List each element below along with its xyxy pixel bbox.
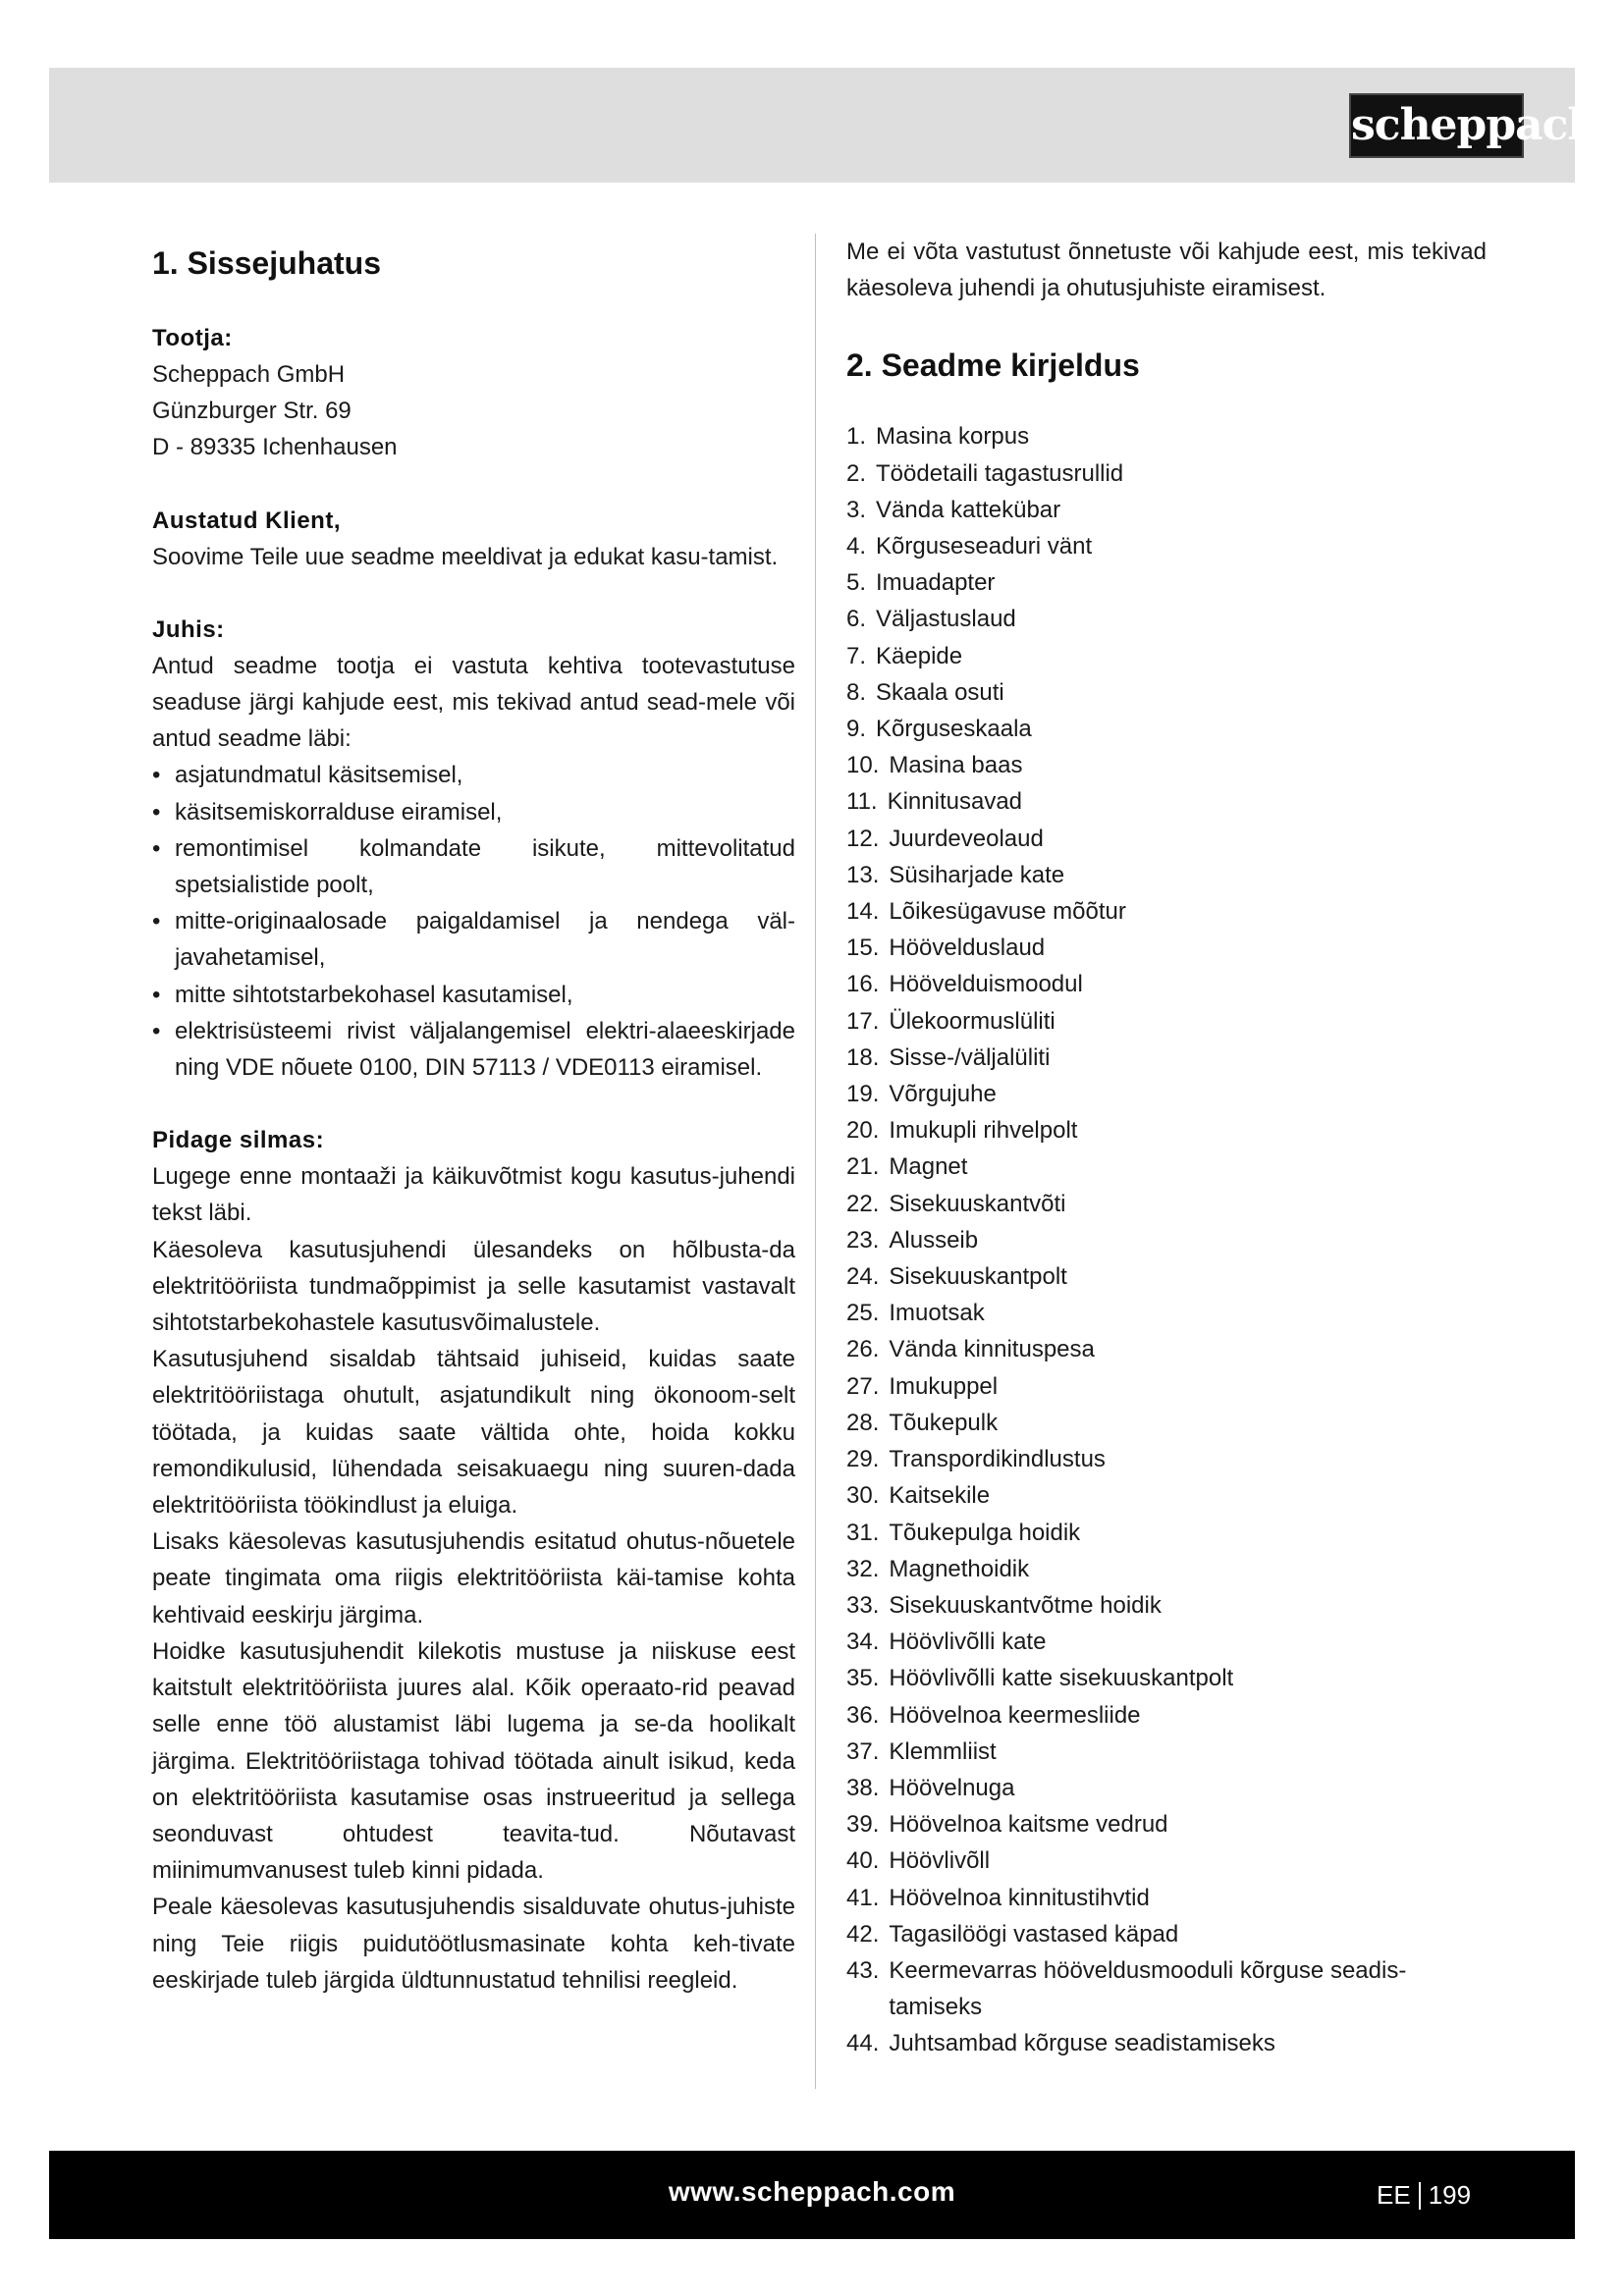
part-label: Transpordikindlustus xyxy=(889,1446,1106,1473)
part-label: Ülekoormuslüliti xyxy=(889,1007,1056,1035)
part-label: Kõrguseseaduri vänt xyxy=(876,533,1093,561)
part-label: Tõukepulk xyxy=(889,1409,999,1436)
separator xyxy=(1419,2182,1421,2210)
part-item xyxy=(846,1040,1487,1076)
part-item xyxy=(846,1660,1487,1696)
part-label: Imuotsak xyxy=(889,1300,985,1327)
part-label: Alusseib xyxy=(889,1226,979,1254)
part-number: 7. xyxy=(846,642,867,669)
part-number: 10. xyxy=(846,752,880,779)
part-number: 19. xyxy=(846,1081,880,1108)
header-band xyxy=(49,68,1575,183)
language-code: EE xyxy=(1377,2180,1411,2210)
attention-paragraph: Peale käesolevas kasutusjuhendis sisalduvate ohutus-juhiste ning Teie riigis puidutöötlusmasinate kohta keh-tivate eeskirjade tuleb järgida üldtunnustatud tehnilisi reegleid. xyxy=(152,1894,795,1994)
part-number: 25. xyxy=(846,1300,880,1327)
part-label: Juhtsambad kõrguse seadistamiseks xyxy=(889,2030,1275,2057)
part-item xyxy=(846,1842,1487,1879)
part-number: 36. xyxy=(846,1701,880,1729)
part-label: Tagasilöögi vastased käpad xyxy=(889,1920,1179,1948)
part-item xyxy=(846,1186,1487,1222)
part-label: Höövelduslaud xyxy=(889,934,1046,962)
part-item xyxy=(846,783,1487,820)
part-item xyxy=(846,1441,1487,1477)
part-number: 18. xyxy=(846,1043,880,1071)
part-label: Kinnitusavad xyxy=(887,788,1023,816)
manufacturer-line: Scheppach GmbH xyxy=(152,361,346,388)
part-number: 1. xyxy=(846,423,867,451)
part-label: Klemmliist xyxy=(889,1737,997,1765)
part-number: 42. xyxy=(846,1920,880,1948)
part-label: Keermevarras hööveldusmooduli kõrguse seadis-tamiseks xyxy=(889,1956,1407,2021)
part-label: Masina korpus xyxy=(876,423,1030,451)
part-item xyxy=(846,564,1487,601)
part-number: 9. xyxy=(846,716,867,743)
part-number: 8. xyxy=(846,678,867,706)
part-number: 21. xyxy=(846,1153,880,1181)
part-item xyxy=(846,857,1487,893)
part-number: 37. xyxy=(846,1737,880,1765)
part-label: Höövelduismoodul xyxy=(889,971,1083,998)
part-item xyxy=(846,2025,1487,2061)
part-item xyxy=(846,1916,1487,1952)
part-label: Imuadapter xyxy=(876,569,996,597)
part-number: 43. xyxy=(846,1956,880,1984)
manufacturer-line: D - 89335 Ichenhausen xyxy=(152,434,398,461)
part-number: 26. xyxy=(846,1336,880,1363)
part-number: 40. xyxy=(846,1847,880,1875)
part-item xyxy=(846,893,1487,930)
part-number: 41. xyxy=(846,1884,880,1911)
page-number xyxy=(1377,2180,1471,2211)
part-label: Sisekuuskantvõti xyxy=(889,1190,1066,1217)
part-item xyxy=(846,1806,1487,1842)
list-item: • asjatundmatul käsitsemisel, xyxy=(152,757,795,793)
part-label: Höövelnoa kinnitustihvtid xyxy=(889,1884,1150,1911)
part-label: Skaala osuti xyxy=(876,678,1004,706)
customer-text: Soovime Teile uue seadme meeldivat ja edukat kasu-tamist. xyxy=(152,543,779,570)
part-number: 29. xyxy=(846,1446,880,1473)
part-item xyxy=(846,1258,1487,1295)
attention-paragraph: Hoidke kasutusjuhendit kilekotis mustuse ja niiskuse eest kaitstult elektritööriista juures alal. Kõik operaato-rid peavad selle enne töö alustamist läbi lugema ja se-da hoolikalt järgima. Elektritööriistaga tohivad töötada ainult isikud, keda on elektritööriista kasutamise osas instrueeritud ja sellega seonduvast ohtudest teavita-tud. Nõutavast miinimumvanusest tuleb kinni pidada. xyxy=(152,1637,795,1885)
list-item: • remontimisel kolmandate isikute, mittevolitatud spetsialistide poolt, xyxy=(152,830,795,903)
part-label: Kaitsekile xyxy=(889,1482,991,1510)
part-number: 5. xyxy=(846,569,867,597)
part-label: Kõrguseskaala xyxy=(876,716,1032,743)
part-item xyxy=(846,1222,1487,1258)
part-label: Höövlivõll xyxy=(889,1847,991,1875)
part-label: Höövelnoa kaitsme vedrud xyxy=(889,1811,1168,1839)
page-number-value: 199 xyxy=(1428,2180,1472,2210)
part-item xyxy=(846,1770,1487,1806)
part-label: Lõikesügavuse mõõtur xyxy=(889,898,1126,926)
part-item xyxy=(846,492,1487,528)
part-number: 6. xyxy=(846,606,867,633)
list-item: • mitte sihtotstarbekohasel kasutamisel, xyxy=(152,977,795,1013)
part-label: Tõukepulga hoidik xyxy=(889,1519,1081,1546)
part-item xyxy=(846,1405,1487,1441)
part-label: Käepide xyxy=(876,642,963,669)
parts-list xyxy=(846,418,1487,2061)
part-item xyxy=(846,418,1487,454)
list-item: • mitte-originaalosade paigaldamisel ja nendega väl-javahetamisel, xyxy=(152,903,795,976)
note-bullet-list xyxy=(152,757,795,1086)
part-number: 35. xyxy=(846,1665,880,1692)
part-item xyxy=(846,638,1487,674)
part-item xyxy=(846,1076,1487,1112)
part-label: Masina baas xyxy=(889,752,1023,779)
part-item xyxy=(846,711,1487,747)
part-number: 39. xyxy=(846,1811,880,1839)
part-number: 28. xyxy=(846,1409,880,1436)
part-item xyxy=(846,1112,1487,1148)
part-number: 33. xyxy=(846,1591,880,1619)
part-number: 3. xyxy=(846,496,867,523)
part-item xyxy=(846,1003,1487,1040)
part-label: Imukupli rihvelpolt xyxy=(889,1117,1078,1145)
note-heading: Juhis: xyxy=(152,615,225,643)
attention-paragraph: Kasutusjuhend sisaldab tähtsaid juhiseid, kuidas saate elektritööriistaga ohutult, asjatundikult ning ökonoom-selt töötada, ja kuidas saate vältida ohte, hoida kokku remondikulusid, lühendada seisakuaegu ning suuren-dada elektritööriista töökindlust ja eluiga. xyxy=(152,1346,795,1520)
manufacturer-line: Günzburger Str. 69 xyxy=(152,398,352,425)
part-item xyxy=(846,1148,1487,1185)
part-label: Sisse-/väljalüliti xyxy=(889,1043,1051,1071)
manufacturer-heading: Tootja: xyxy=(152,325,233,351)
part-item xyxy=(846,455,1487,492)
part-item xyxy=(846,1331,1487,1367)
part-number: 14. xyxy=(846,898,880,926)
part-item xyxy=(846,528,1487,564)
part-item xyxy=(846,674,1487,711)
part-label: Sisekuuskantvõtme hoidik xyxy=(889,1591,1162,1619)
part-number: 24. xyxy=(846,1263,880,1291)
part-number: 13. xyxy=(846,861,880,888)
part-label: Höövlivõlli kate xyxy=(889,1629,1047,1656)
part-label: Juurdeveolaud xyxy=(889,825,1044,852)
part-item xyxy=(846,966,1487,1002)
part-item xyxy=(846,1697,1487,1734)
part-item xyxy=(846,821,1487,857)
part-label: Vända kattekübar xyxy=(876,496,1061,523)
part-number: 31. xyxy=(846,1519,880,1546)
part-item xyxy=(846,1952,1487,2025)
column-divider xyxy=(815,234,816,2089)
part-number: 30. xyxy=(846,1482,880,1510)
part-label: Süsiharjade kate xyxy=(889,861,1065,888)
part-label: Magnet xyxy=(889,1153,968,1181)
part-item xyxy=(846,1368,1487,1405)
part-number: 23. xyxy=(846,1226,880,1254)
liability-text: Me ei võta vastutust õnnetuste või kahjude eest, mis tekivad käesoleva juhendi ja ohutusjuhiste eiramisest. xyxy=(846,239,1487,302)
part-number: 15. xyxy=(846,934,880,962)
section-title-introduction: 1. Sissejuhatus xyxy=(152,245,381,281)
attention-paragraph: Käesoleva kasutusjuhendi ülesandeks on hõlbusta-da elektritööriista tundmaõppimist ja selle kasutamist vastavalt sihtotstarbekohastele kasutusvõimalustele. xyxy=(152,1236,795,1337)
attention-paragraph: Lugege enne montaaži ja käikuvõtmist kogu kasutus-juhendi tekst läbi. xyxy=(152,1163,795,1227)
part-number: 20. xyxy=(846,1117,880,1145)
part-number: 44. xyxy=(846,2030,880,2057)
left-column xyxy=(152,234,795,1999)
part-item xyxy=(846,1624,1487,1660)
part-number: 16. xyxy=(846,971,880,998)
part-label: Höövelnoa keermesliide xyxy=(889,1701,1141,1729)
part-item xyxy=(846,1477,1487,1514)
right-column xyxy=(846,234,1487,2062)
part-number: 22. xyxy=(846,1190,880,1217)
part-number: 17. xyxy=(846,1007,880,1035)
part-number: 32. xyxy=(846,1555,880,1582)
part-label: Magnethoidik xyxy=(889,1555,1030,1582)
part-label: Töödetaili tagastusrullid xyxy=(876,459,1124,487)
scheppach-logo: scheppach xyxy=(1349,93,1524,158)
part-item xyxy=(846,1880,1487,1916)
part-number: 11. xyxy=(846,788,878,816)
part-item xyxy=(846,747,1487,783)
part-label: Höövelnuga xyxy=(889,1774,1015,1801)
part-item xyxy=(846,1551,1487,1587)
part-item xyxy=(846,930,1487,966)
note-text: Antud seadme tootja ei vastuta kehtiva tootevastutuse seaduse järgi kahjude eest, mis tekivad antud sead-mele või antud seadme läbi: xyxy=(152,652,795,753)
part-item xyxy=(846,1734,1487,1770)
part-label: Vända kinnituspesa xyxy=(889,1336,1095,1363)
attention-heading: Pidage silmas: xyxy=(152,1127,325,1154)
section-title-device-description: 2. Seadme kirjeldus xyxy=(846,347,1140,384)
attention-paragraph: Lisaks käesolevas kasutusjuhendis esitatud ohutus-nõuetele peate tingimata oma riigis elektritööriista käi-tamise kohta kehtivaid eeskirju järgima. xyxy=(152,1528,795,1629)
part-number: 4. xyxy=(846,533,867,561)
part-label: Sisekuuskantpolt xyxy=(889,1263,1067,1291)
part-number: 2. xyxy=(846,459,867,487)
part-number: 34. xyxy=(846,1629,880,1656)
part-number: 12. xyxy=(846,825,880,852)
website-link[interactable]: www.scheppach.com xyxy=(668,2176,956,2207)
part-item xyxy=(846,1587,1487,1624)
part-item xyxy=(846,1295,1487,1331)
part-label: Imukuppel xyxy=(889,1372,999,1400)
part-item xyxy=(846,1515,1487,1551)
list-item: • elektrisüsteemi rivist väljalangemisel elektri-alaeeskirjade ning VDE nõuete 0100, DIN 57113 / VDE0113 eiramisel. xyxy=(152,1013,795,1086)
part-item xyxy=(846,601,1487,637)
part-label: Höövlivõlli katte sisekuuskantpolt xyxy=(889,1665,1234,1692)
part-number: 27. xyxy=(846,1372,880,1400)
part-label: Väljastuslaud xyxy=(876,606,1016,633)
footer-bar xyxy=(49,2151,1575,2239)
list-item: • käsitsemiskorralduse eiramisel, xyxy=(152,794,795,830)
part-label: Võrgujuhe xyxy=(889,1081,997,1108)
part-number: 38. xyxy=(846,1774,880,1801)
customer-heading: Austatud Klient, xyxy=(152,507,341,534)
